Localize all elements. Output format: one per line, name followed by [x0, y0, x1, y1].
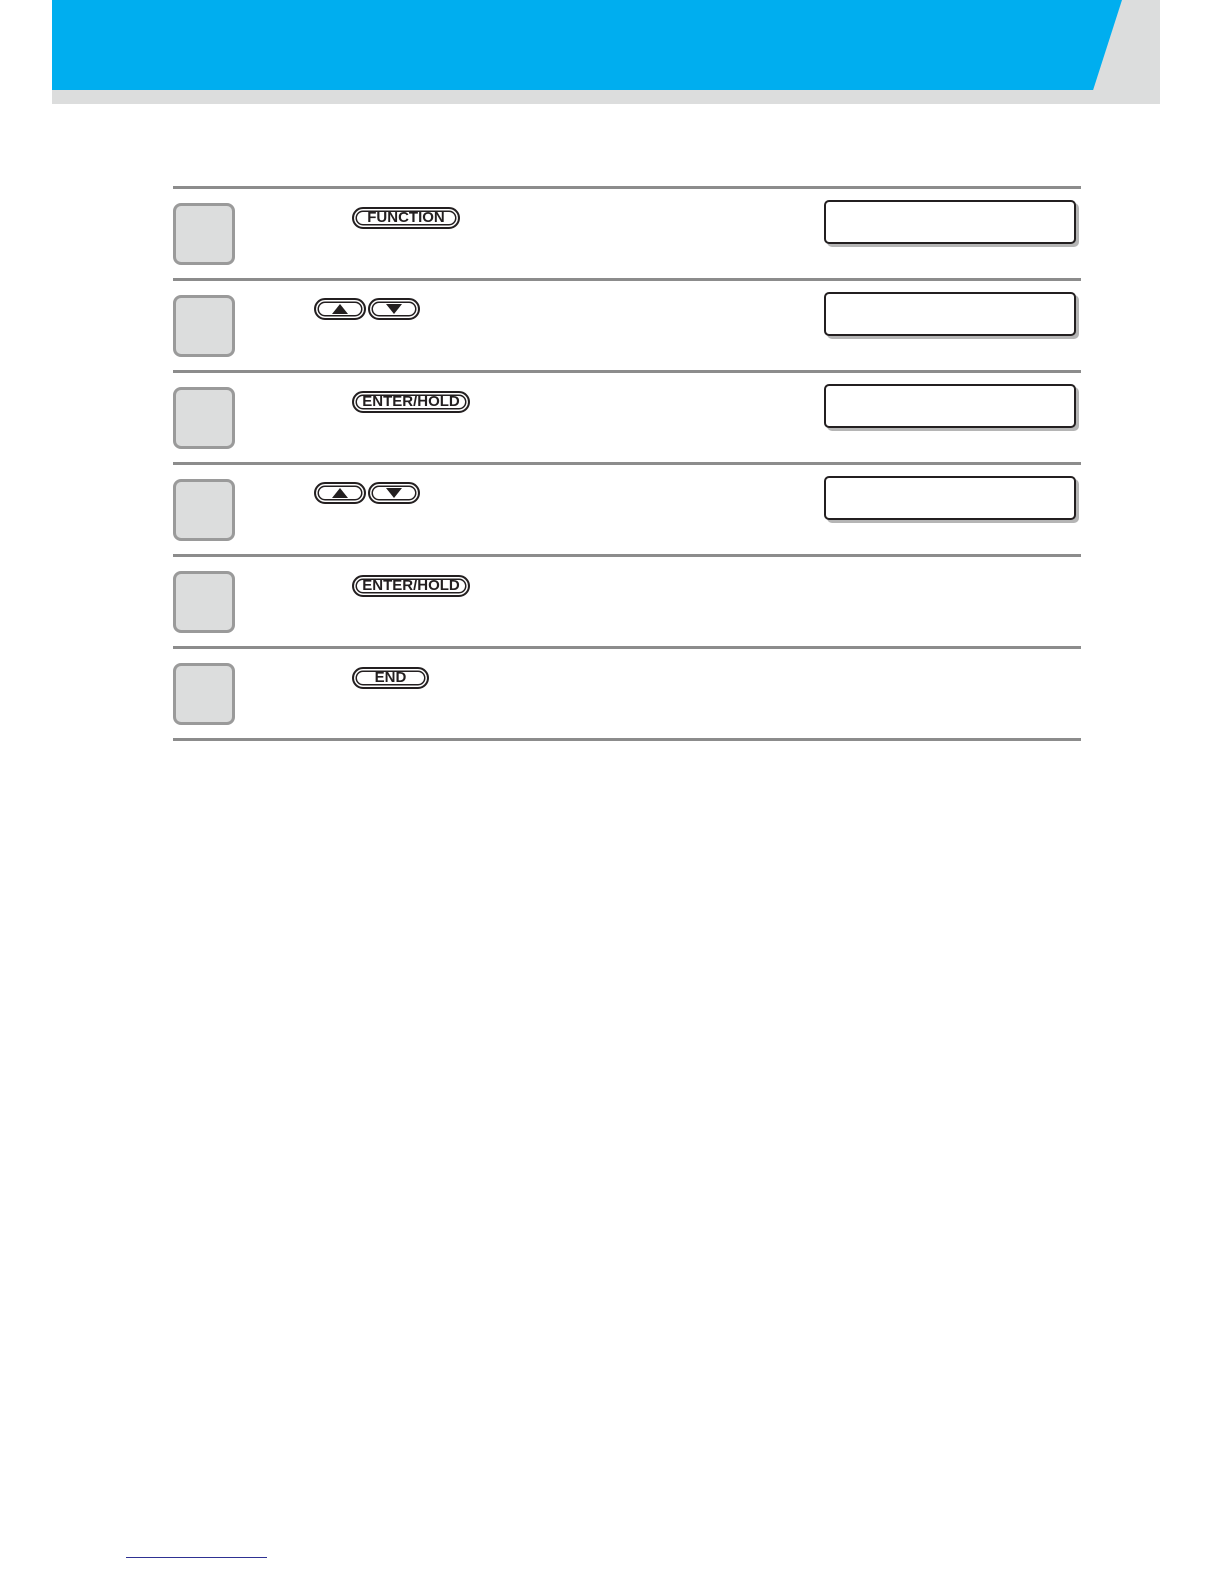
step-number-box — [173, 571, 235, 633]
lcd-display — [824, 476, 1076, 520]
down-arrow-icon — [386, 488, 402, 498]
lcd-display — [824, 384, 1076, 428]
footer-link-underline — [126, 1557, 267, 1558]
header-band — [52, 0, 1122, 90]
step-number-box — [173, 295, 235, 357]
down-key — [368, 298, 420, 320]
step-number-box — [173, 663, 235, 725]
step-5 — [173, 554, 1081, 646]
step-6 — [173, 646, 1081, 741]
function-key: FUNCTION — [352, 207, 460, 229]
lcd-display — [824, 292, 1076, 336]
up-arrow-icon — [332, 488, 348, 498]
step-3 — [173, 370, 1081, 462]
step-number-box — [173, 203, 235, 265]
step-1 — [173, 186, 1081, 278]
step-number-box — [173, 387, 235, 449]
procedure-steps — [173, 186, 1081, 741]
enter-hold-key: ENTER/HOLD — [352, 391, 470, 413]
step-2 — [173, 278, 1081, 370]
up-key — [314, 298, 366, 320]
lcd-display — [824, 200, 1076, 244]
enter-hold-key: ENTER/HOLD — [352, 575, 470, 597]
down-arrow-icon — [386, 304, 402, 314]
down-key — [368, 482, 420, 504]
up-arrow-icon — [332, 304, 348, 314]
up-key — [314, 482, 366, 504]
step-4 — [173, 462, 1081, 554]
step-number-box — [173, 479, 235, 541]
end-key: END — [352, 667, 429, 689]
